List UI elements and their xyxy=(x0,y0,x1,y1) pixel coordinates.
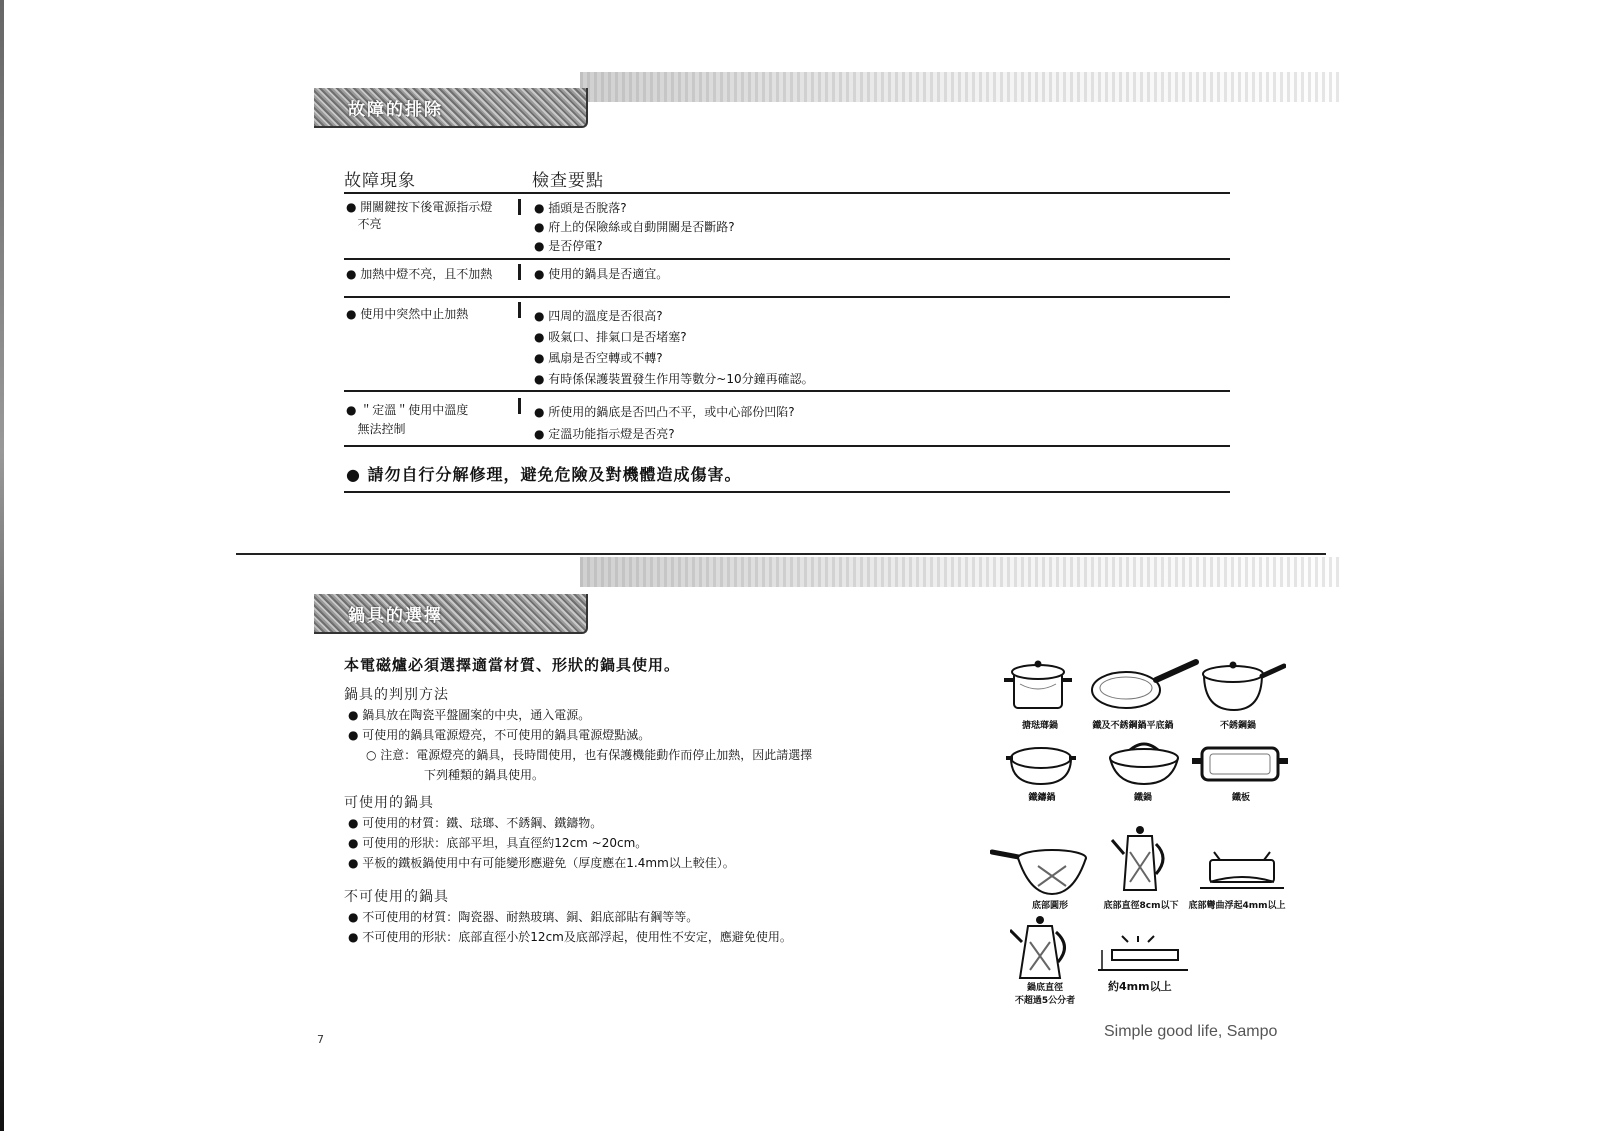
iron-griddle-illustration xyxy=(1192,740,1288,786)
note-line: 下列種類的鍋具使用。 xyxy=(424,768,545,782)
section-divider xyxy=(236,553,1326,555)
list-item: ● 可使用的形狀：底部平坦，具直徑約12cm ~20cm。 xyxy=(348,836,648,850)
column-header-check: 檢查要點 xyxy=(532,171,604,191)
judge-method-title: 鍋具的判別方法 xyxy=(344,687,449,703)
row-checks: ● 插頭是否脫落? ● 府上的保險絲或自動開關是否斷路? ● 是否停電? xyxy=(534,201,735,253)
small-kettle-illustration xyxy=(1110,824,1170,896)
small-base-kettle-illustration xyxy=(1010,914,1074,984)
enamel-pot-illustration xyxy=(1002,654,1074,716)
row-checks: ● 使用的鍋具是否適宜。 xyxy=(534,267,669,281)
list-item: ● 不可使用的材質：陶瓷器、耐熱玻璃、銅、鋁底部貼有鋼等等。 xyxy=(348,910,699,924)
section1-header-band xyxy=(580,72,1340,102)
row-symptom: ● 使用中突然中止加熱 xyxy=(346,307,469,321)
unusable-cookware-title: 不可使用的鍋具 xyxy=(344,889,449,905)
table-rule xyxy=(344,192,1230,194)
ng-caption: 底部圓形 xyxy=(1031,901,1068,911)
usable-cookware-title: 可使用的鍋具 xyxy=(344,795,434,811)
row-symptom: ● 加熱中燈不亮，且不加熱 xyxy=(346,267,493,281)
table-rule xyxy=(344,390,1230,392)
page-number: 7 xyxy=(317,1033,324,1046)
section1-title: 故障的排除 xyxy=(348,100,443,120)
list-item: ● 鍋具放在陶瓷平盤圖案的中央，通入電源。 xyxy=(348,708,591,722)
ok-caption: 鐵鑄鍋 xyxy=(1028,793,1056,803)
ok-caption: 搪琺瑯鍋 xyxy=(1021,721,1058,731)
round-bottom-wok-illustration xyxy=(990,838,1090,896)
table-rule xyxy=(344,296,1230,298)
section1-title-tab xyxy=(314,88,588,128)
stainless-pot-illustration xyxy=(1196,652,1286,716)
row-checks: ● 所使用的鍋底是否凹凸不平，或中心部份凹陷? ● 定溫功能指示燈是否亮? xyxy=(534,405,795,441)
table-rule xyxy=(344,258,1230,260)
raised-base-illustration xyxy=(1098,934,1188,980)
scan-edge xyxy=(0,0,4,1131)
cell-divider xyxy=(518,199,521,215)
cast-iron-pot-illustration xyxy=(1006,740,1076,788)
ok-caption: 鐵及不銹鋼鍋平底鍋 xyxy=(1092,721,1174,731)
table-rule xyxy=(344,491,1230,493)
cell-divider xyxy=(518,302,521,318)
column-header-symptom: 故障現象 xyxy=(344,171,416,191)
note-line: ○ 注意：電源燈亮的鍋具，長時間使用，也有保護機能動作而停止加熱，因此請選擇 xyxy=(366,748,813,762)
cell-divider xyxy=(518,398,521,414)
ng-caption: 鍋底直徑 不超過5公分者 xyxy=(1014,983,1076,1006)
cookware-intro: 本電磁爐必須選擇適當材質、形狀的鍋具使用。 xyxy=(344,656,681,674)
ok-caption: 鐵板 xyxy=(1231,793,1250,803)
section2-title: 鍋具的選擇 xyxy=(348,606,443,626)
safety-warning: ● 請勿自行分解修理，避免危險及對機體造成傷害。 xyxy=(346,465,742,484)
table-rule xyxy=(344,445,1230,447)
ok-caption: 鐵鍋 xyxy=(1133,793,1152,803)
row-symptom: ● 開關鍵按下後電源指示燈 不亮 xyxy=(346,200,493,231)
ng-caption: 底部彎曲浮起4mm以上 xyxy=(1188,901,1286,911)
brand-slogan: Simple good life, Sampo xyxy=(1104,1023,1278,1040)
cell-divider xyxy=(518,264,521,280)
row-symptom: ● ＂定溫＂使用中溫度 無法控制 xyxy=(346,403,469,436)
ng-caption: 底部直徑8cm以下 xyxy=(1103,901,1179,911)
list-item: ● 平板的鐵板鍋使用中有可能變形應避免（厚度應在1.4mm以上較佳）。 xyxy=(348,856,735,870)
ng-caption: 約4mm以上 xyxy=(1108,980,1172,993)
frying-pan-illustration xyxy=(1090,656,1200,716)
list-item: ● 不可使用的形狀：底部直徑小於12cm及底部浮起，使用性不安定，應避免使用。 xyxy=(348,930,792,944)
iron-wok-illustration xyxy=(1106,734,1182,788)
list-item: ● 可使用的鍋具電源燈亮，不可使用的鍋具電源燈點滅。 xyxy=(348,728,651,742)
ok-caption: 不銹鋼鍋 xyxy=(1219,721,1256,731)
row-checks: ● 四周的溫度是否很高? ● 吸氣口、排氣口是否堵塞? ● 風扇是否空轉或不轉? ● 有時係保護裝置發生作用等數分~10分鐘再確認。 xyxy=(534,309,814,386)
section2-title-tab xyxy=(314,594,588,634)
warped-pot-illustration xyxy=(1200,848,1284,894)
section2-header-band xyxy=(580,557,1340,587)
list-item: ● 可使用的材質：鐵、琺瑯、不銹鋼、鐵鑄物。 xyxy=(348,816,603,830)
